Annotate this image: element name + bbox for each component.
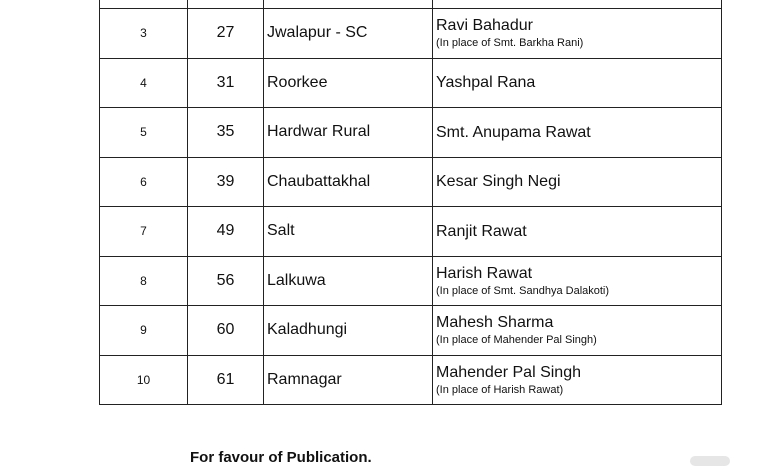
table-row [100,355,722,405]
cell-candidate [433,108,722,158]
table-row [100,9,722,59]
cell-ac-no [188,0,264,9]
cell-candidate [433,9,722,59]
cell-constituency: Roorkee [264,58,433,108]
candidate-note: (In place of Mahender Pal Singh) [436,334,597,347]
cell-candidate [433,256,722,306]
cell-constituency: Jwalapur - SC [264,9,433,59]
cell-sno: 10 [100,355,188,405]
cell-constituency: Chaubattakhal [264,157,433,207]
table-row [100,256,722,306]
candidate-note: (In place of Harish Rawat) [436,383,564,396]
cell-constituency: Lalkuwa [264,256,433,306]
table-row [100,306,722,356]
cell-candidate [433,207,722,257]
cell-sno: 5 [100,108,188,158]
candidate-name: Harish Rawat [436,264,533,282]
cell-ac-no: 31 [188,58,264,108]
cell-candidate [433,157,722,207]
cell-constituency: Salt [264,207,433,257]
candidate-name: Kesar Singh Negi [436,173,561,191]
cell-ac-no: 60 [188,306,264,356]
partial-stamp-mark [690,456,730,466]
candidate-name: Yashpal Rana [436,74,536,92]
table-row [100,157,722,207]
cell-candidate [433,355,722,405]
cell-constituency: Kaladhungi [264,306,433,356]
cell-sno: 7 [100,207,188,257]
cell-ac-no: 61 [188,355,264,405]
cell-ac-no: 39 [188,157,264,207]
cell-candidate [433,58,722,108]
cell-sno: 4 [100,58,188,108]
cell-constituency: Ramnagar [264,355,433,405]
cell-candidate [433,306,722,356]
publication-note: For favour of Publication. [190,449,372,466]
cell-constituency [264,0,433,9]
cell-ac-no: 35 [188,108,264,158]
cell-ac-no: 49 [188,207,264,257]
cell-sno [100,0,188,9]
candidate-name: Ravi Bahadur [436,17,533,35]
table-row [100,58,722,108]
table-row [100,207,722,257]
candidate-note: (In place of Smt. Barkha Rani) [436,37,584,50]
candidate-name: Mahesh Sharma [436,314,554,332]
cell-sno: 6 [100,157,188,207]
cell-ac-no: 27 [188,9,264,59]
candidate-name: Smt. Anupama Rawat [436,123,591,141]
cell-candidate [433,0,722,9]
candidate-name: Ranjit Rawat [436,222,527,240]
cell-sno: 3 [100,9,188,59]
cell-sno: 8 [100,256,188,306]
cell-sno: 9 [100,306,188,356]
cell-constituency: Hardwar Rural [264,108,433,158]
candidate-name: Mahender Pal Singh [436,363,581,381]
candidate-note: (In place of Smt. Sandhya Dalakoti) [436,284,610,297]
candidate-list-table [99,0,722,405]
table-row [100,108,722,158]
table-row-partial [100,0,722,9]
cell-ac-no: 56 [188,256,264,306]
